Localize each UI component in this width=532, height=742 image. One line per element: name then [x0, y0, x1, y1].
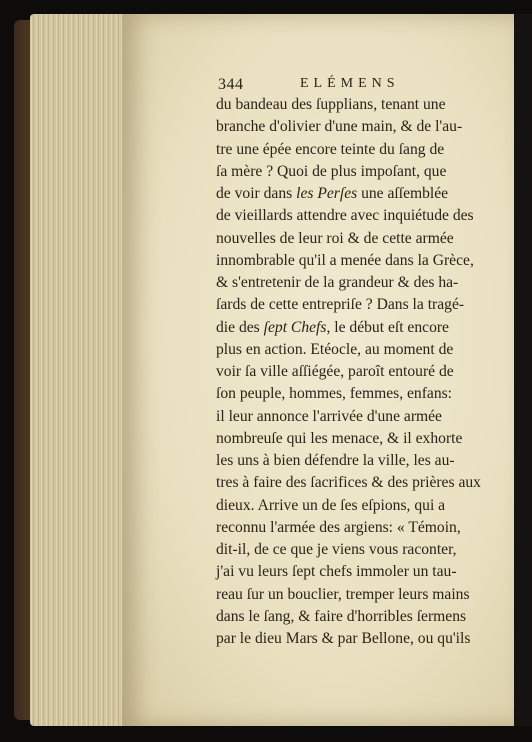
- italic-title: les Perſes: [296, 185, 358, 202]
- text-line: dit-il, de ce que je viens vous raconter,: [216, 541, 457, 558]
- text-line: nouvelles de leur roi & de cette armée: [216, 229, 454, 247]
- text-line: plus en action. Etéocle, au moment de: [216, 340, 454, 358]
- text-line: il leur annonce l'arrivée d'une armée: [216, 407, 442, 425]
- text-line: voir ſa ville aſſiégée, paroît entouré de: [216, 363, 454, 380]
- text-line: tres à faire des ſacrifices & des prières aux: [216, 474, 481, 492]
- text-line: ſon peuple, hommes, femmes, enfans:: [216, 385, 453, 403]
- text-line: & s'entretenir de la grandeur & des ha-: [216, 274, 459, 291]
- text-line: branche d'olivier d'une main, & de l'au-: [216, 118, 463, 136]
- page-edges: [30, 14, 130, 726]
- page-number: 344: [218, 76, 244, 93]
- text-line: tre une épée encore teinte du ſang de: [216, 140, 445, 158]
- text-line: dieux. Arrive un de ſes eſpions, qui a: [216, 496, 446, 514]
- text-line: nombreuſe qui les menace, & il exhorte: [216, 429, 463, 447]
- text-line: de voir dans les Perſes une aſſemblée: [216, 185, 449, 202]
- text-line: les uns à bien défendre la ville, les au-: [216, 452, 455, 469]
- body-text: [216, 94, 488, 650]
- text-line: reconnu l'armée des argiens: « Témoin,: [216, 518, 461, 536]
- text-line: du bandeau des ſupplians, tenant une: [216, 96, 446, 113]
- text-line: j'ai vu leurs ſept chefs immoler un tau-: [216, 563, 457, 581]
- text-line: innombrable qu'il a menée dans la Grèce,: [216, 251, 474, 269]
- text-line: ſa mère ? Quoi de plus impoſant, que: [216, 162, 447, 180]
- text-line: de vieillards attendre avec inquiétude des: [216, 207, 474, 225]
- text-line: ſards de cette entrepriſe ? Dans la tragé-: [216, 296, 465, 314]
- text-line: dans le ſang, & faire d'horribles ſermens: [216, 607, 467, 625]
- gutter-shadow: [514, 14, 532, 726]
- text-line: die des ſept Chefs, le début eſt encore: [216, 318, 449, 336]
- italic-title: ſept Chefs: [263, 318, 327, 336]
- running-title: ELÉMENS: [300, 76, 400, 91]
- text-line: par le dieu Mars & par Bellone, ou qu'ils: [216, 630, 471, 647]
- text-line: reau ſur un bouclier, tremper leurs mains: [216, 585, 470, 603]
